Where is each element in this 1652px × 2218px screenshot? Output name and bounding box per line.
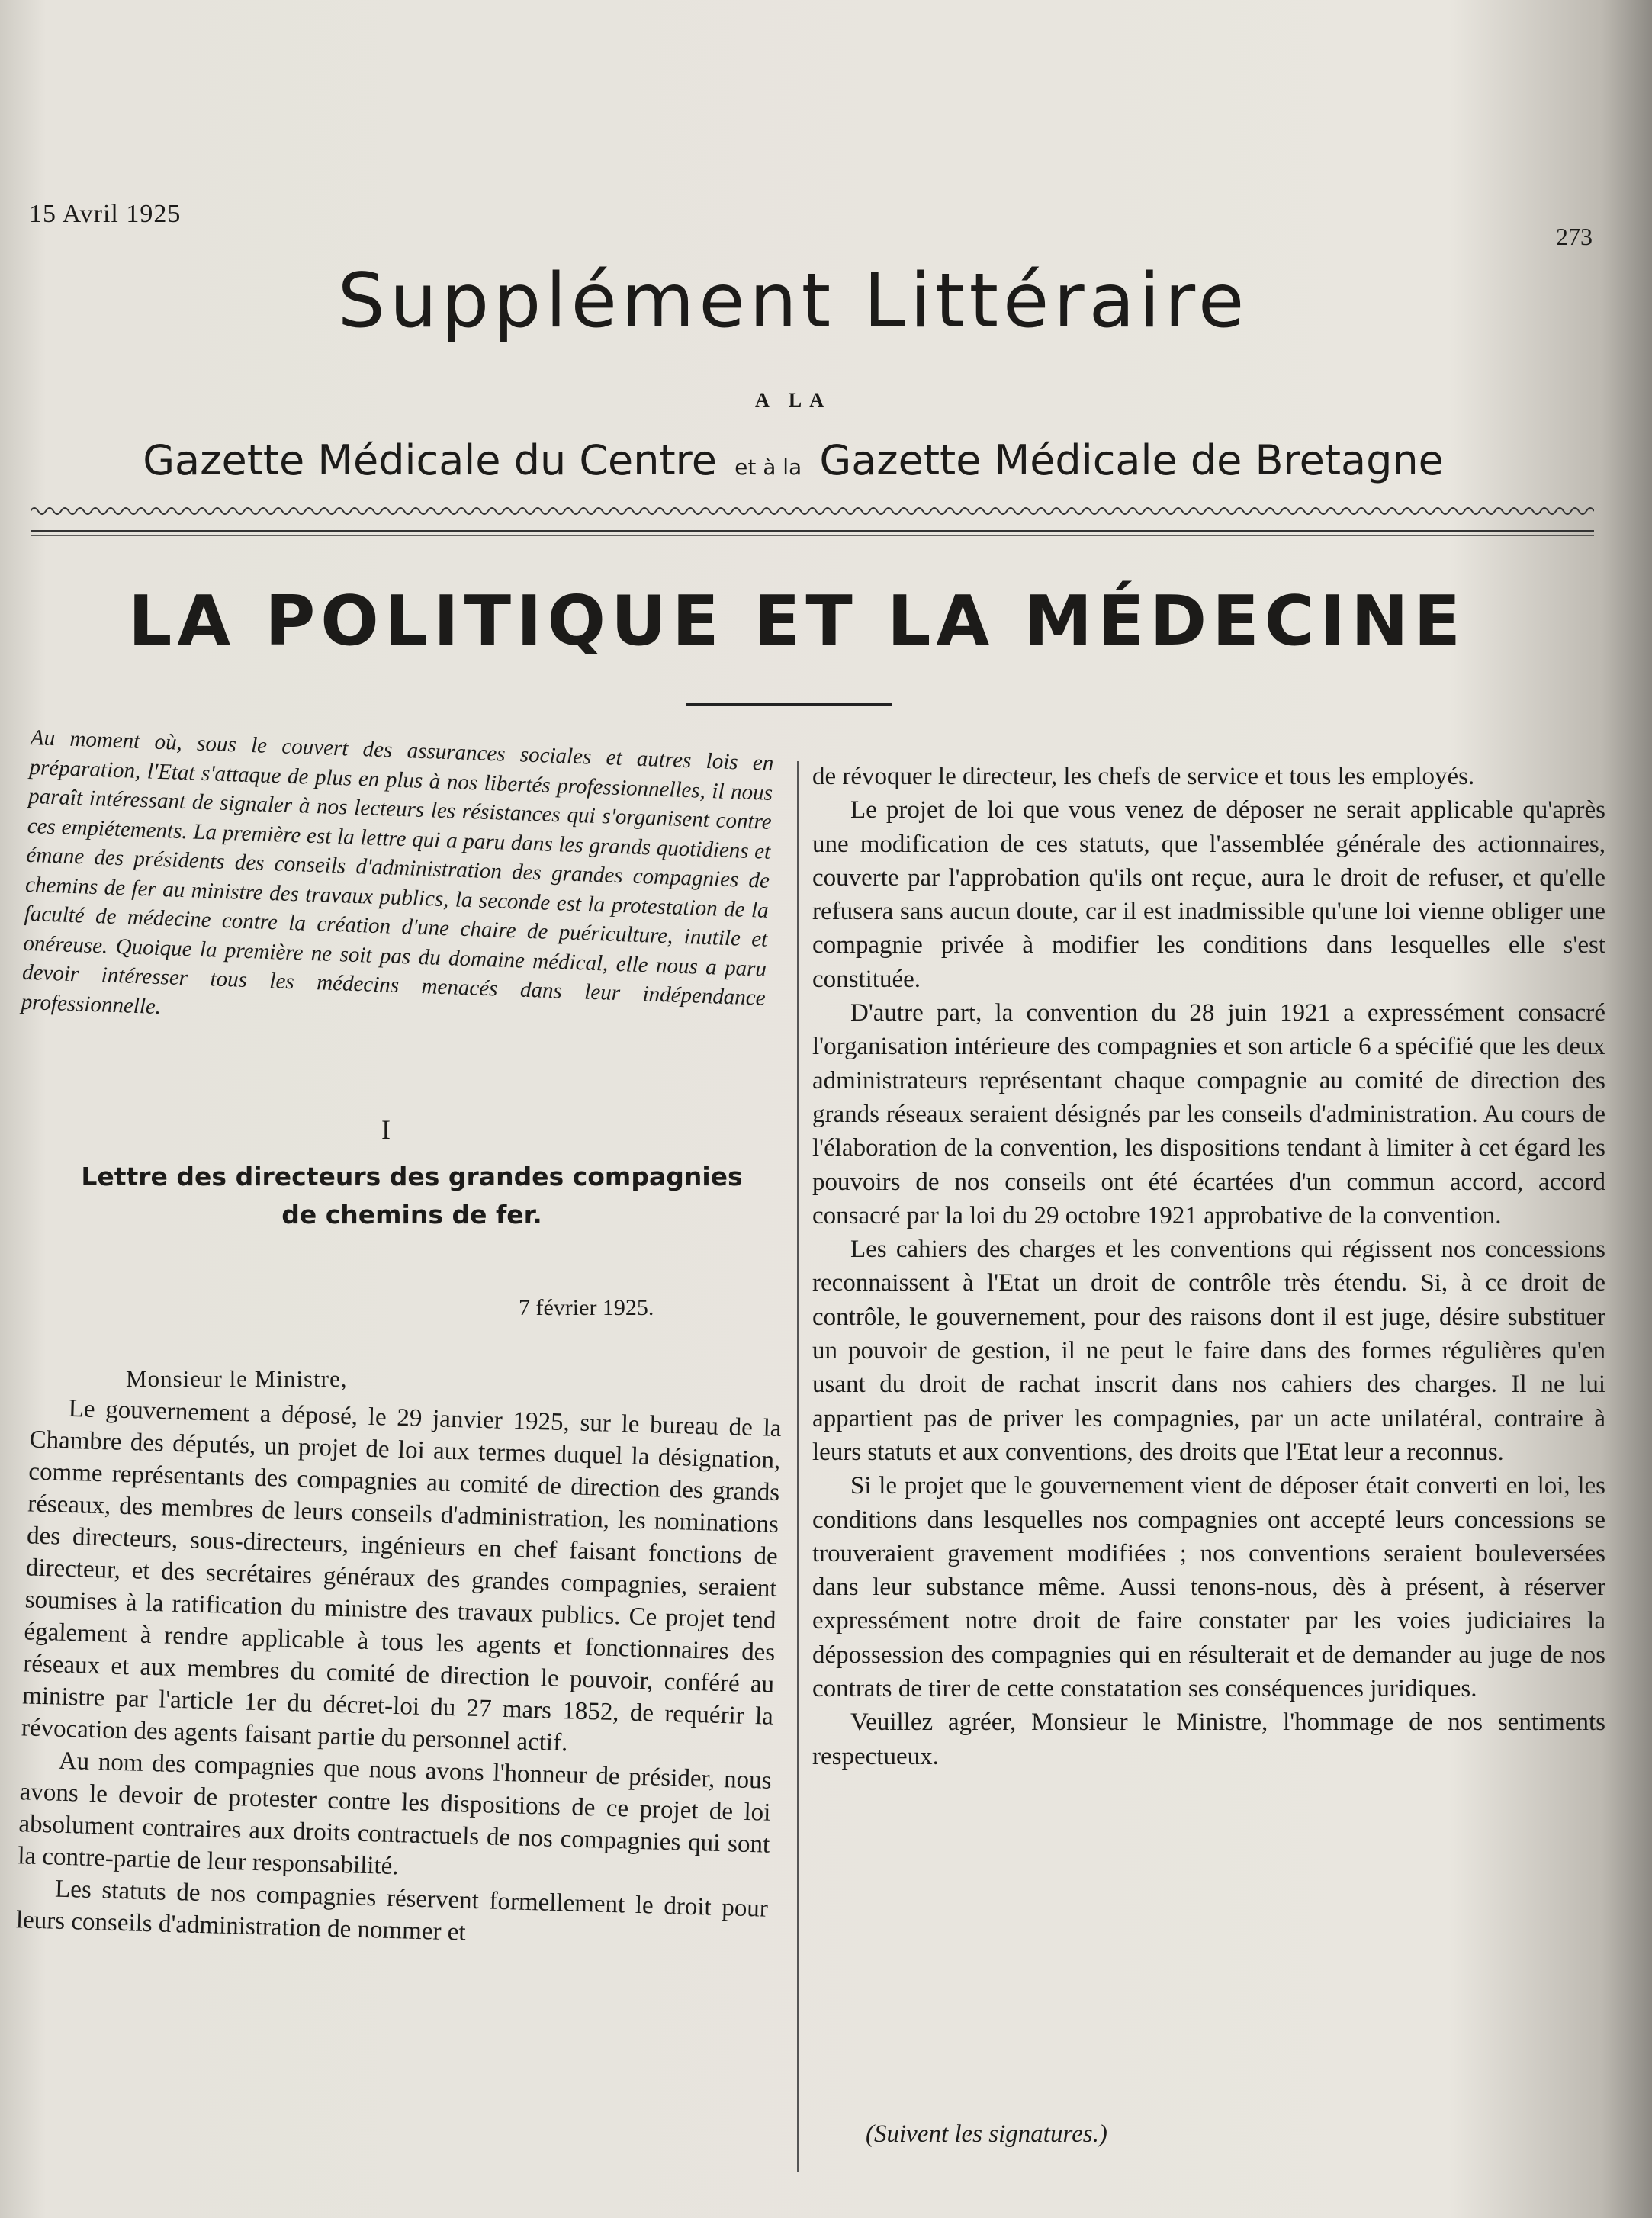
article-intro: Au moment où, sous le couvert des assurances sociales et autres lois en préparation, l'Etat s'attaque de plus en plus à nos libertés professionnelles, il nous paraît intéressant de signaler à nos lecteurs les résistances qui s'organisent contre ces empiétements. La première est la lettre qui a paru dans les grands quotidiens et émane des présidents des conseils d'administration des grandes compagnies de chemins de fer au ministre des travaux publics, la seconde est la protestation de la faculté de médecine contre la création d'une chaire de puériculture, inutile et onéreuse. Quoique la première ne soit pas du domaine médical, elle nous a paru devoir intéresser tous les médecins menacés dans leur indépendance professionnelle. (21, 725, 774, 1019)
ornamental-rule (31, 496, 1594, 542)
letter-salutation: Monsieur le Ministre, (126, 1365, 348, 1392)
article-title: LA POLITIQUE ET LA MÉDECINE (127, 581, 1467, 661)
masthead-a-la: A LA (755, 389, 831, 411)
left-paragraph-2: Au nom des compagnies que nous avons l'honneur de présider, nous avons le devoir de protester contre les dispositions de ce projet de loi absolument contraires aux droits contractuels de nos compagnies qui sont la contre-partie de leur responsabilité. (17, 1747, 773, 1881)
title-underline (686, 703, 892, 706)
masthead-title: Supplément Littéraire (337, 258, 1249, 345)
left-paragraph-1: Le gouvernement a déposé, le 29 janvier 1925, sur le bureau de la Chambre des députés, un projet de loi aux termes duquel la désignation, comme représentants des compagnies au comité de direction des grands réseaux, des membres de leurs conseils d'administration, les nominations des directeurs, sous-directeurs, ingénieurs en chef faisant fonctions de directeur, et des secrétaires généraux des grandes compagnies, seraient soumises à la ratification du ministre des travaux publics. Ce projet tend également à rendre applicable à tous les agents et fonctionnaires des réseaux et aux membres du comité de direction le pouvoir, conféré au ministre par l'article 1er du décret-loi du 27 mars 1852, de requérir la révocation des agents faisant partie du personnel actif. (21, 1394, 782, 1757)
right-column-body (812, 760, 1605, 1773)
letter-closing: (Suivent les signatures.) (866, 2120, 1107, 2148)
section-title-line-2: de chemins de fer. (281, 1200, 542, 1230)
gazette-centre: Gazette Médicale du Centre (143, 436, 717, 484)
letter-date: 7 février 1925. (519, 1295, 654, 1320)
right-paragraph-4: Si le projet que le gouvernement vient de déposer était converti en loi, les conditions dans lesquelles nos compagnies ont accepté leurs concessions se trouveraient gravement modifiées ; nos conventions seraient bouleversées dans leur substance même. Aussi tenons-nous, dès à présent, à réserver expressément notre droit de faire constater par les voies judiciaires la dépossession des compagnies qui en résulterait et de demander au juge de nos contrats de tirer de cette constatation ses conséquences juridiques. (812, 1472, 1605, 1703)
right-paragraph-1: Le projet de loi que vous venez de déposer ne serait applicable qu'après une modification de ces statuts, que l'assemblée générale des actionnaires, couverte par l'approbation qu'ils ont reçue, aura le droit de refuser, et qu'elle refusera sans aucun doute, car il est inadmissible qu'une loi vienne obliger une compagnie privée à modifier les conditions dans lesquelles elle s'est constituée. (812, 796, 1605, 993)
right-paragraph-2: D'autre part, la convention du 28 juin 1921 a expressément consacré l'organisation intérieure des compagnies et son article 6 a spécifié que les deux administrateurs représentant chaque compagnie au comité de direction des grands réseaux seraient désignés par les conseils d'administration. Au cours de l'élaboration de la convention, les dispositions tendant à limiter à cet égard les pouvoirs de nos conseils ont été écartées d'un commun accord, accord consacré par la loi du 29 octobre 1921 approbative de la convention. (812, 999, 1605, 1230)
right-paragraph-3: Les cahiers des charges et les conventions qui régissent nos concessions reconnaissent à l'Etat un droit de contrôle très étendu. Si, à ce droit de contrôle, le gouvernement, pour des raisons dont il est juge, désire substituer un pouvoir de gestion, il ne peut le faire dans des formes régulières qu'en usant du droit de rachat inscrit dans nos cahiers des charges. Il ne lui appartient pas de priver les compagnies, par un acte unilatéral, contraire à leurs statuts et aux conventions, des droits que l'Etat leur a reconnus. (812, 1236, 1605, 1466)
right-paragraph-5: Veuillez agréer, Monsieur le Ministre, l'hommage de nos sentiments respectueux. (812, 1709, 1605, 1770)
section-number: I (381, 1114, 391, 1145)
section-title-line-1: Lettre des directeurs des grandes compagnies (81, 1162, 743, 1191)
masthead-gazettes (0, 436, 1586, 484)
gazette-connector: et à la (734, 455, 802, 480)
column-divider (797, 761, 799, 2172)
section-title (46, 1158, 778, 1234)
left-paragraph-3: Les statuts de nos compagnies réservent formellement le droit pour leurs conseils d'administration de nommer et (15, 1875, 769, 1946)
gazette-bretagne: Gazette Médicale de Bretagne (819, 436, 1444, 484)
page-number: 273 (1556, 223, 1593, 250)
left-column-body (15, 1391, 782, 1956)
right-continuation: de révoquer le directeur, les chefs de service et tous les employés. (812, 763, 1475, 790)
issue-date: 15 Avril 1925 (29, 200, 182, 228)
